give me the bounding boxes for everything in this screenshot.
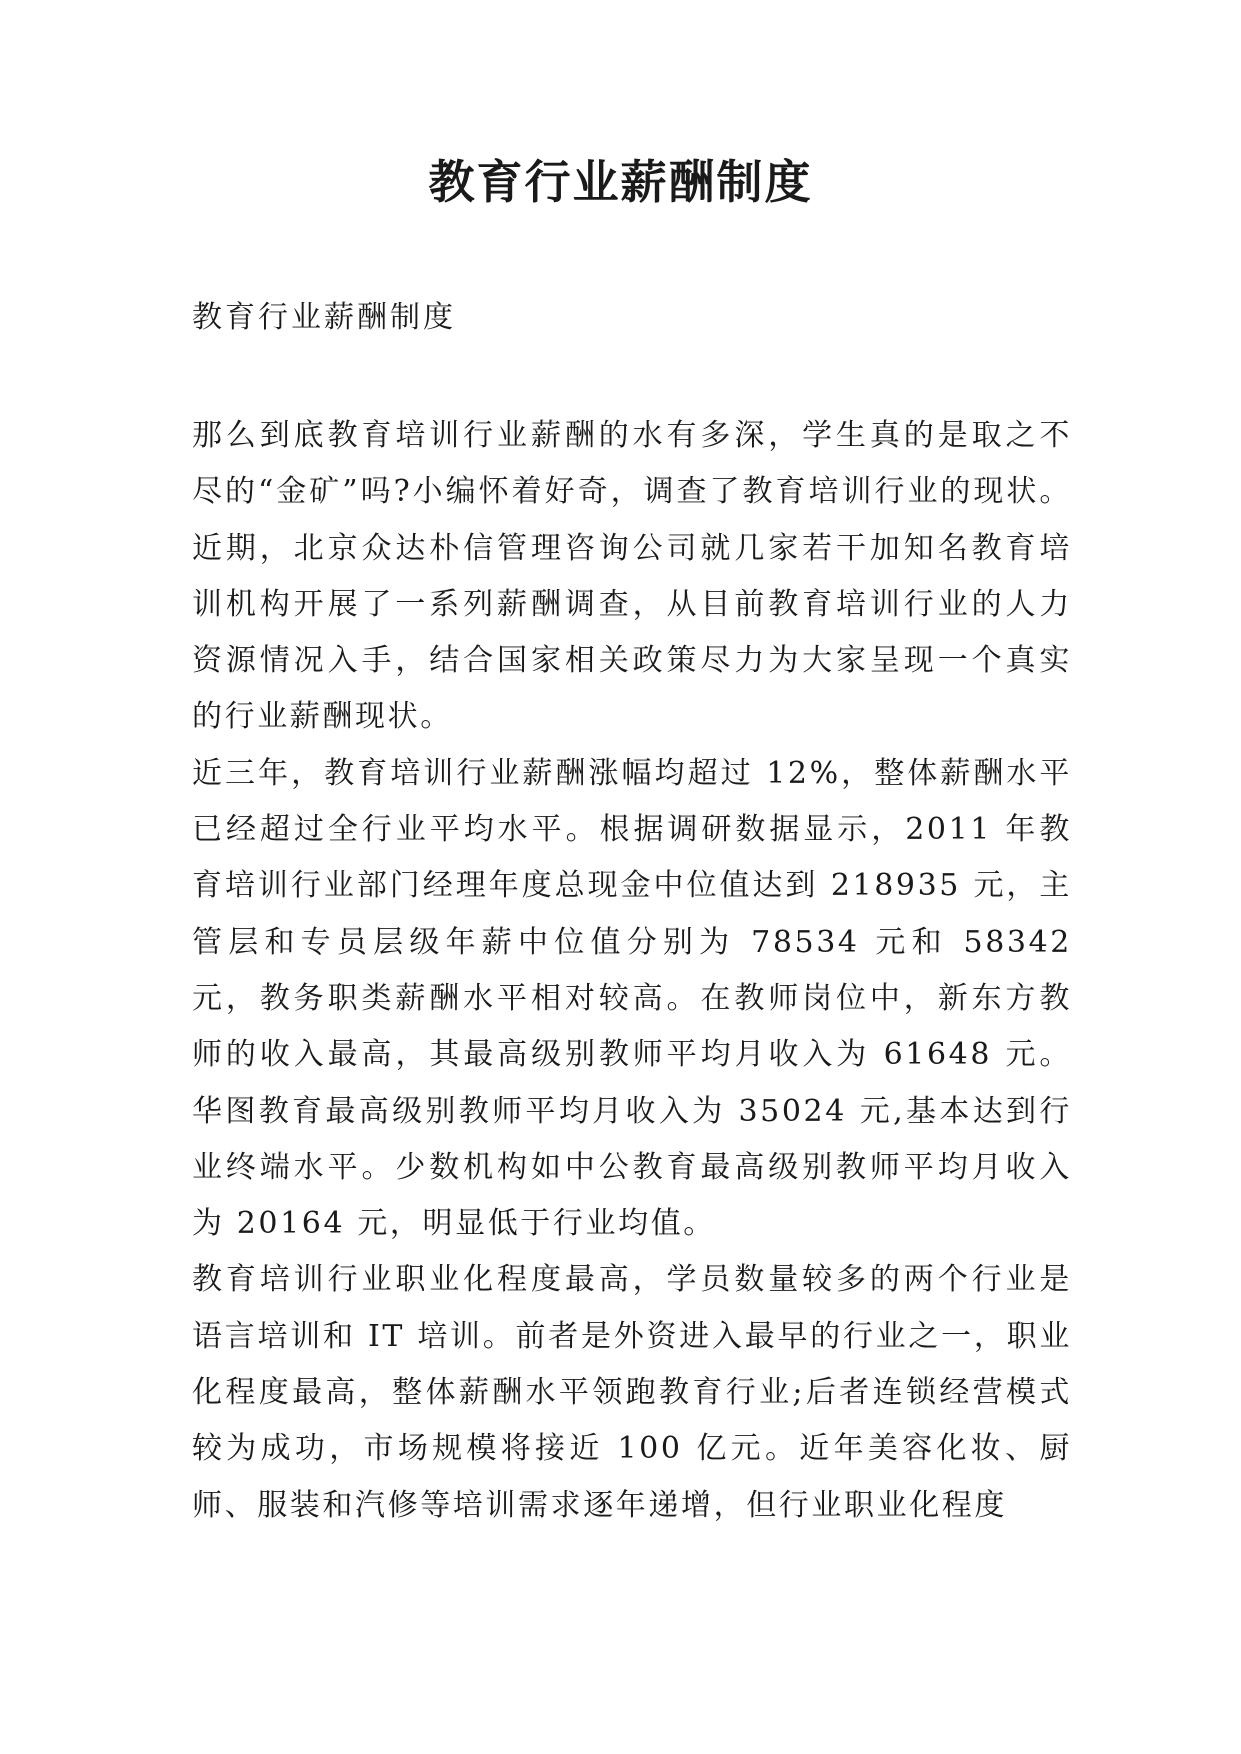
- document-body: [192, 408, 1072, 1534]
- body-paragraph: 教育培训行业职业化程度最高，学员数量较多的两个行业是语言培训和 IT 培训。前者是外资进入最早的行业之一，职业化程度最高，整体薪酬水平领跑教育行业;后者连锁经营模式较为成功，市场规模将接近 100 亿元。近年美容化妆、厨师、服装和汽修等培训需求逐年递增，但行业职业化程度: [192, 1262, 1072, 1523]
- document-subtitle: 教育行业薪酬制度: [192, 300, 456, 335]
- body-paragraph: 那么到底教育培训行业薪酬的水有多深，学生真的是取之不尽的“金矿”吗?小编怀着好奇，调查了教育培训行业的现状。近期，北京众达朴信管理咨询公司就几家若干加知名教育培训机构开展了一系列薪酬调查，从目前教育培训行业的人力资源情况入手，结合国家相关政策尽力为大家呈现一个真实的行业薪酬现状。: [192, 418, 1072, 735]
- document-title: 教育行业薪酬制度: [428, 155, 813, 209]
- body-paragraph: 近三年，教育培训行业薪酬涨幅均超过 12%，整体薪酬水平已经超过全行业平均水平。根据调研数据显示，2011 年教育培训行业部门经理年度总现金中位值达到 218935 元，主管层和专员层级年薪中位值分别为 78534 元和 58342 元，教务职类薪酬水平相对较高。在教师岗位中，新东方教师的收入最高，其最高级别教师平均月收入为 61648 元。华图教育最高级别教师平均月收入为 35024 元,基本达到行业终端水平。少数机构如中公教育最高级别教师平均月收入为 20164 元，明显低于行业均值。: [192, 755, 1072, 1242]
